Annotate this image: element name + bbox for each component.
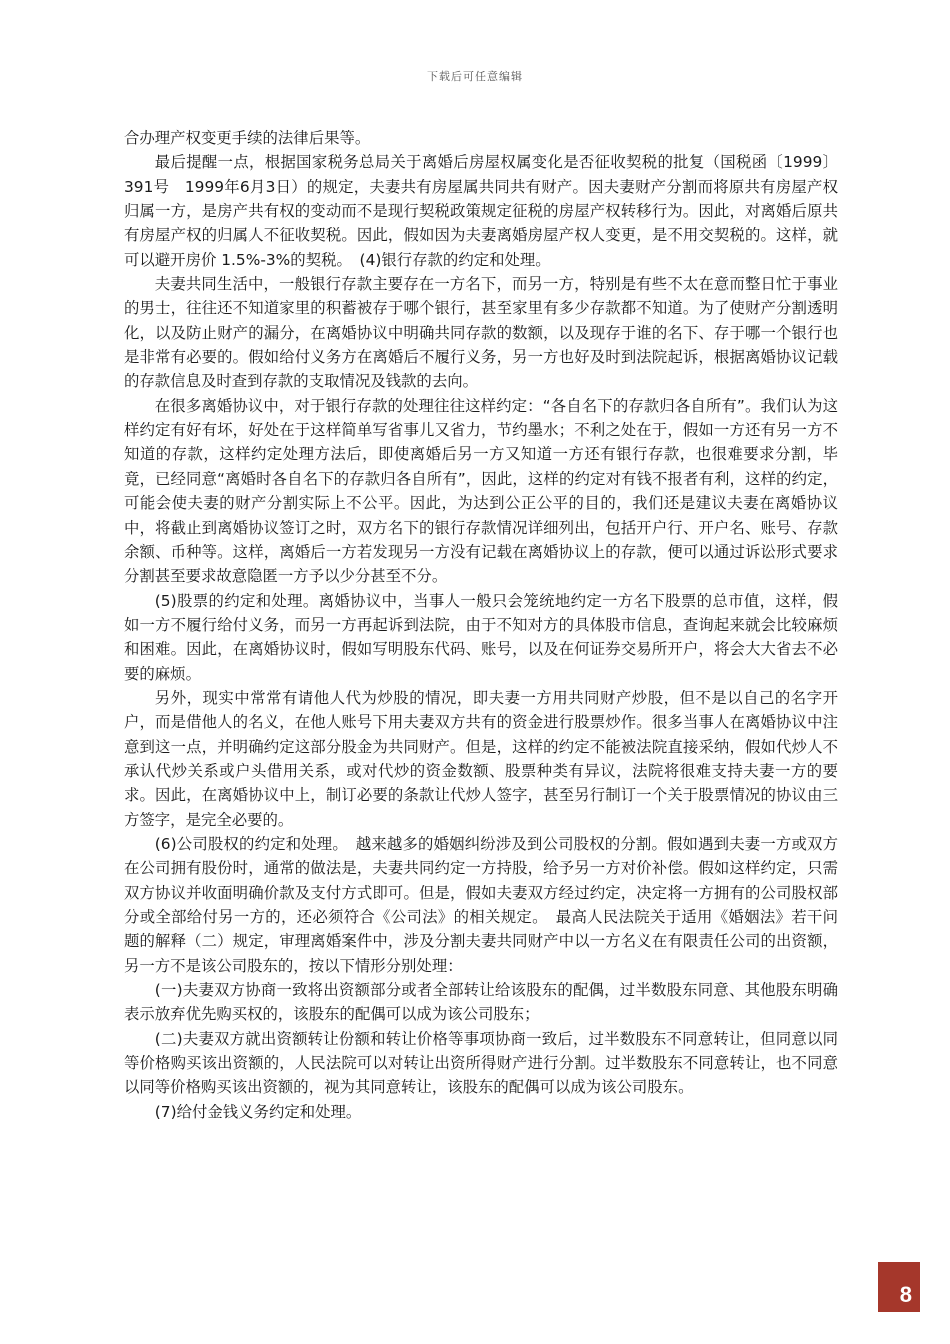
paragraph-4: 在很多离婚协议中，对于银行存款的处理往往这样约定：“各自名下的存款归各自所有”。我们认为这样约定有好有坏，好处在于这样简单写省事儿又省力，节约墨水；不利之处在于，假如一方还有另一方不知道的存款，这样约定处理方法后，即使离婚后另一方又知道一方还有银行存款，也很难要求分割，毕竟，已经同意“离婚时各自名下的存款归各自所有”，因此，这样的约定对有钱不报者有利，这样的约定，可能会使夫妻的财产分割实际上不公平。因此，为达到公正公平的目的，我们还是建议夫妻在离婚协议中，将截止到离婚协议签订之时，双方名下的银行存款情况详细列出，包括开户行、开户名、账号、存款余额、币种等。这样，离婚后一方若发现另一方没有记载在离婚协议上的存款，便可以通过诉讼形式要求分割甚至要求故意隐匿一方予以少分甚至不分。	[124, 396, 838, 586]
paragraph-1: 合办理产权变更手续的法律后果等。	[124, 129, 371, 147]
page-header: 下载后可任意编辑	[427, 70, 523, 83]
paragraph-7: (6)公司股权的约定和处理。 越来越多的婚姻纠纷涉及到公司股权的分割。假如遇到夫妻一方或双方在公司拥有股份时，通常的做法是，夫妻共同约定一方持股，给予另一方对价补偿。假如这样约定，只需双方协议并收面明确价款及支付方式即可。但是，假如夫妻双方经过约定，决定将一方拥有的公司股权部分或全部给付另一方的，还必须符合《公司法》的相关规定。 最高人民法院关于适用《婚姻法》若干问题的解释（二）规定，审理离婚案件中，涉及分割夫妻共同财产中以一方名义在有限责任公司的出资额，另一方不是该公司股东的，按以下情形分别处理：	[124, 834, 838, 975]
paragraph-6: 另外，现实中常常有请他人代为炒股的情况，即夫妻一方用共同财产炒股，但不是以自己的名字开户，而是借他人的名义，在他人账号下用夫妻双方共有的资金进行股票炒作。很多当事人在离婚协议中注意到这一点，并明确约定这部分股金为共同财产。但是，这样的约定不能被法院直接采纳，假如代炒人不承认代炒关系或户头借用关系，或对代炒的资金数额、股票种类有异议，法院将很难支持夫妻一方的要求。因此，在离婚协议中上，制订必要的条款让代炒人签字，甚至另行制订一个关于股票情况的协议由三方签字，是完全必要的。	[124, 688, 838, 829]
paragraph-3: 夫妻共同生活中，一般银行存款主要存在一方名下，而另一方，特别是有些不太在意而整日忙于事业的男士，往往还不知道家里的积蓄被存于哪个银行，甚至家里有多少存款都不知道。为了使财产分割透明化，以及防止财产的漏分，在离婚协议中明确共同存款的数额，以及现存于谁的名下、存于哪一个银行也是非常有必要的。假如给付义务方在离婚后不履行义务，另一方也好及时到法院起诉，根据离婚协议记载的存款信息及时查到存款的支取情况及钱款的去向。	[124, 275, 838, 391]
paragraph-2: 最后提醒一点，根据国家税务总局关于离婚后房屋权属变化是否征收契税的批复（国税函〔1999〕391号 1999年6月3日）的规定，夫妻共有房屋属共同共有财产。因夫妻财产分割而将原共有房屋产权归属一方，是房产共有权的变动而不是现行契税政策规定征税的房屋产权转移行为。因此，对离婚后原共有房屋产权的归属人不征收契税。因此，假如因为夫妻离婚房屋产权人变更，是不用交契税的。这样，就可以避开房价 1.5%-3%的契税。 (4)银行存款的约定和处理。	[124, 153, 838, 269]
paragraph-5: (5)股票的约定和处理。离婚协议中，当事人一般只会笼统地约定一方名下股票的总市值，这样，假如一方不履行给付义务，而另一方再起诉到法院，由于不知对方的具体股市信息，查询起来就会比较麻烦和困难。因此，在离婚协议时，假如写明股东代码、账号，以及在何证券交易所开户，将会大大省去不必要的麻烦。	[124, 591, 838, 683]
paragraph-10: (7)给付金钱义务约定和处理。	[154, 1102, 362, 1121]
page-number-badge	[878, 1262, 920, 1312]
paragraph-9: (二)夫妻双方就出资额转让份额和转让价格等事项协商一致后，过半数股东不同意转让，但同意以同等价格购买该出资额的，人民法院可以对转让出资所得财产进行分割。过半数股东不同意转让，也不同意以同等价格购买该出资额的，视为其同意转让，该股东的配偶可以成为该公司股东。	[124, 1029, 838, 1097]
page-number: 8	[899, 1282, 912, 1307]
paragraph-8: (一)夫妻双方协商一致将出资额部分或者全部转让给该股东的配偶，过半数股东同意、其他股东明确表示放弃优先购买权的，该股东的配偶可以成为该公司股东；	[124, 981, 838, 1024]
document-body	[124, 126, 838, 1124]
